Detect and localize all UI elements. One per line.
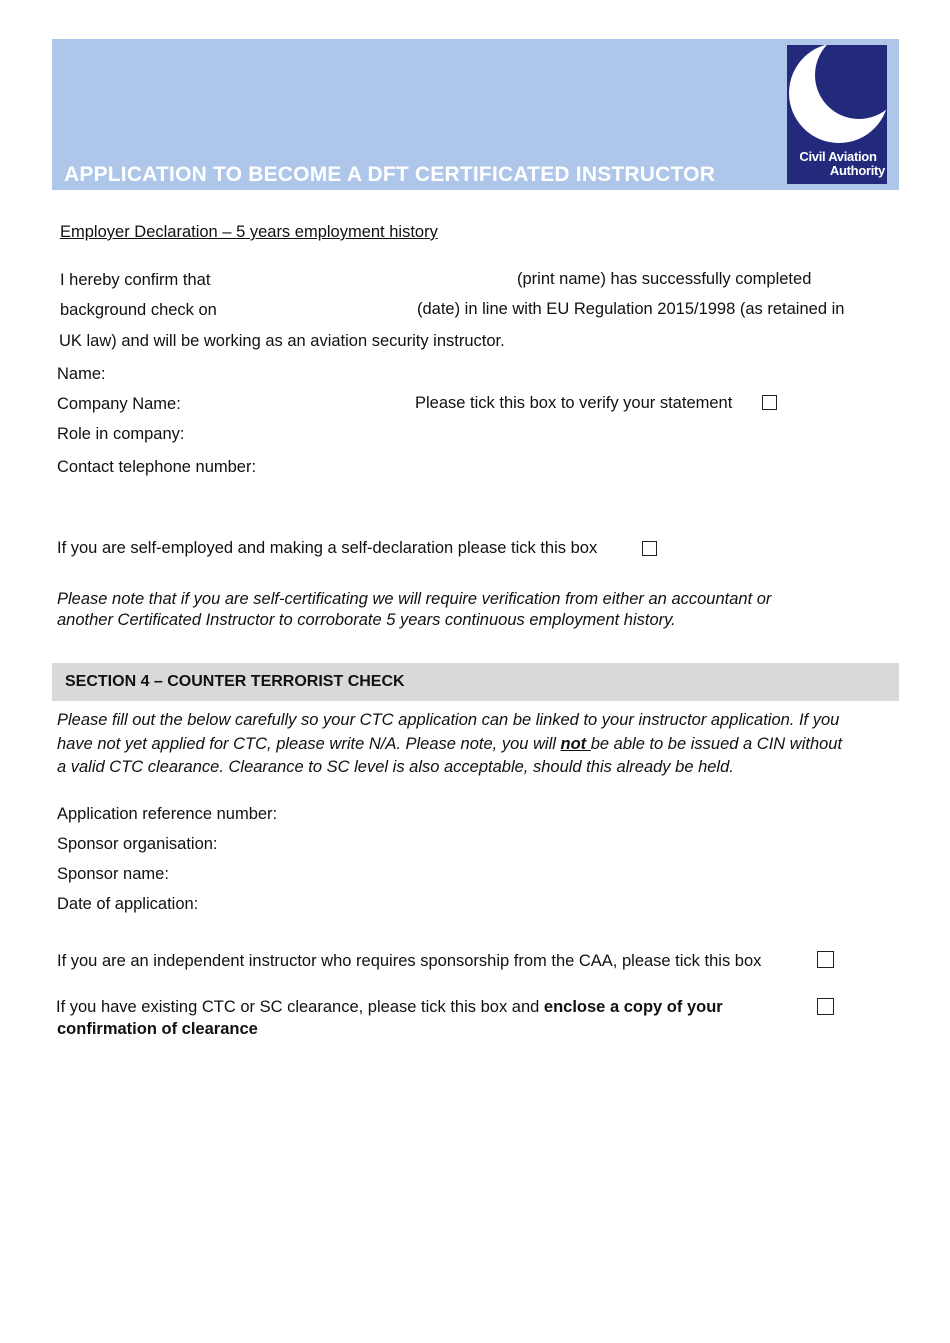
self-employed-checkbox[interactable]: [642, 541, 657, 556]
name-label: Name:: [57, 365, 106, 383]
existing-clearance-line1: [56, 997, 723, 1017]
form-title: APPLICATION TO BECOME A DFT CERTIFICATED INSTRUCTOR: [64, 163, 716, 186]
section4-intro-line3: a valid CTC clearance. Clearance to SC level is also acceptable, should this already be held.: [57, 758, 734, 776]
self-employed-label: If you are self-employed and making a self-declaration please tick this box: [57, 539, 598, 557]
contact-phone-label: Contact telephone number:: [57, 458, 257, 476]
confirm-text: I hereby confirm that: [60, 271, 211, 289]
logo-text-line1: Civil Aviation: [799, 149, 877, 164]
self-cert-note-line1: Please note that if you are self-certificating we will require verification from either an accountant or: [57, 590, 772, 608]
section4-title: SECTION 4 – COUNTER TERRORIST CHECK: [65, 673, 405, 690]
header-banner: [52, 39, 899, 190]
role-label: Role in company:: [57, 425, 185, 443]
independent-instructor-label: If you are an independent instructor who requires sponsorship from the CAA, please tick this box: [57, 952, 762, 970]
company-name-label: Company Name:: [57, 395, 181, 413]
application-date-label: Date of application:: [57, 895, 199, 913]
existing-clearance-checkbox[interactable]: [817, 998, 834, 1015]
existing-clearance-text: If you have existing CTC or SC clearance, please tick this box and: [56, 998, 544, 1016]
uk-law-text: UK law) and will be working as an aviation security instructor.: [59, 332, 505, 350]
logo-text-line2: Authority: [829, 163, 885, 178]
background-check-text: background check on: [60, 301, 217, 319]
intro-not-emphasis: not: [560, 735, 591, 753]
section4-header: [52, 663, 899, 701]
employer-declaration-heading: Employer Declaration – 5 years employment history: [60, 223, 438, 241]
sponsor-org-label: Sponsor organisation:: [57, 835, 218, 853]
verify-statement-checkbox[interactable]: [762, 395, 777, 410]
intro-line2-start: have not yet applied for CTC, please write N/A. Please note, you will: [57, 735, 561, 753]
application-ref-label: Application reference number:: [57, 805, 278, 823]
caa-logo: [787, 45, 887, 184]
section4-intro-line2: [57, 734, 842, 754]
verify-statement-label: Please tick this box to verify your statement: [415, 394, 733, 412]
existing-clearance-bold1: enclose a copy of your: [543, 998, 723, 1016]
self-cert-note-line2: another Certificated Instructor to corroborate 5 years continuous employment history.: [57, 611, 676, 629]
sponsor-name-label: Sponsor name:: [57, 865, 169, 883]
intro-line2-end: be able to be issued a CIN without: [590, 735, 843, 753]
section4-intro-line1: Please fill out the below carefully so your CTC application can be linked to your instructor application. If you: [57, 711, 840, 729]
date-regulation-text: (date) in line with EU Regulation 2015/1998 (as retained in: [417, 300, 845, 318]
independent-instructor-checkbox[interactable]: [817, 951, 834, 968]
existing-clearance-bold2: confirmation of clearance: [57, 1020, 258, 1038]
print-name-text: (print name) has successfully completed: [517, 270, 812, 288]
